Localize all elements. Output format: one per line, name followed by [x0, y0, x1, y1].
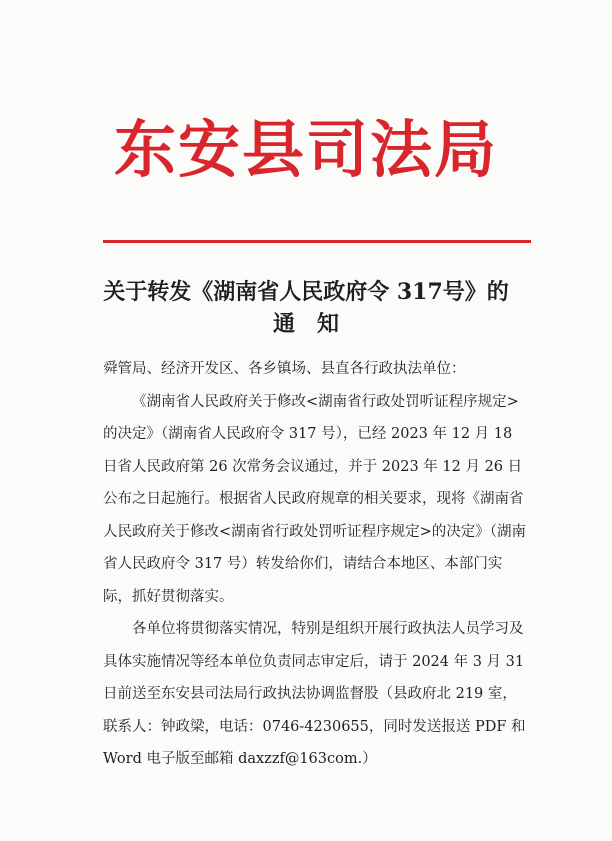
notice-title-line1: 关于转发《湖南省人民政府令 317号》的 [103, 279, 509, 305]
issuing-organization-header: 东安县司法局 [113, 113, 498, 186]
addressee-line: 舜管局、经济开发区、各乡镇场、县直各行政执法单位： [103, 361, 466, 377]
notice-title [0, 276, 612, 340]
notice-body [103, 353, 531, 776]
body-paragraph-2: 各单位将贯彻落实情况，特别是组织开展行政执法人员学习及具体实施情况等经本单位负责同志审定后，请于 2024 年 3 月 31 日前送至东安县司法局行政执法协调监督股（县政府北 219 室，联系人：钟政梁，电话：0746-4230655，同时发送报送 PDF 和 Word 电子版至邮箱 daxzzf@163com.） [103, 621, 526, 767]
notice-title-line2: 通知 [272, 311, 361, 337]
body-paragraph-1: 《湖南省人民政府关于修改<湖南省行政处罚听证程序规定>的决定》（湖南省人民政府令 317 号），已经 2023 年 12 月 18 日省人民政府第 26 次常务会议通过，并于 2023 年 12 月 26 日公布之日起施行。根据省人民政府规章的相关要求，现将《湖南省人民政府关于修改<湖南省行政处罚听证程序规定>的决定》（湖南省人民政府令 317 号）转发给你们，请结合本地区、本部门实际，抓好贯彻落实。 [103, 393, 527, 605]
red-separator-line [103, 240, 531, 243]
